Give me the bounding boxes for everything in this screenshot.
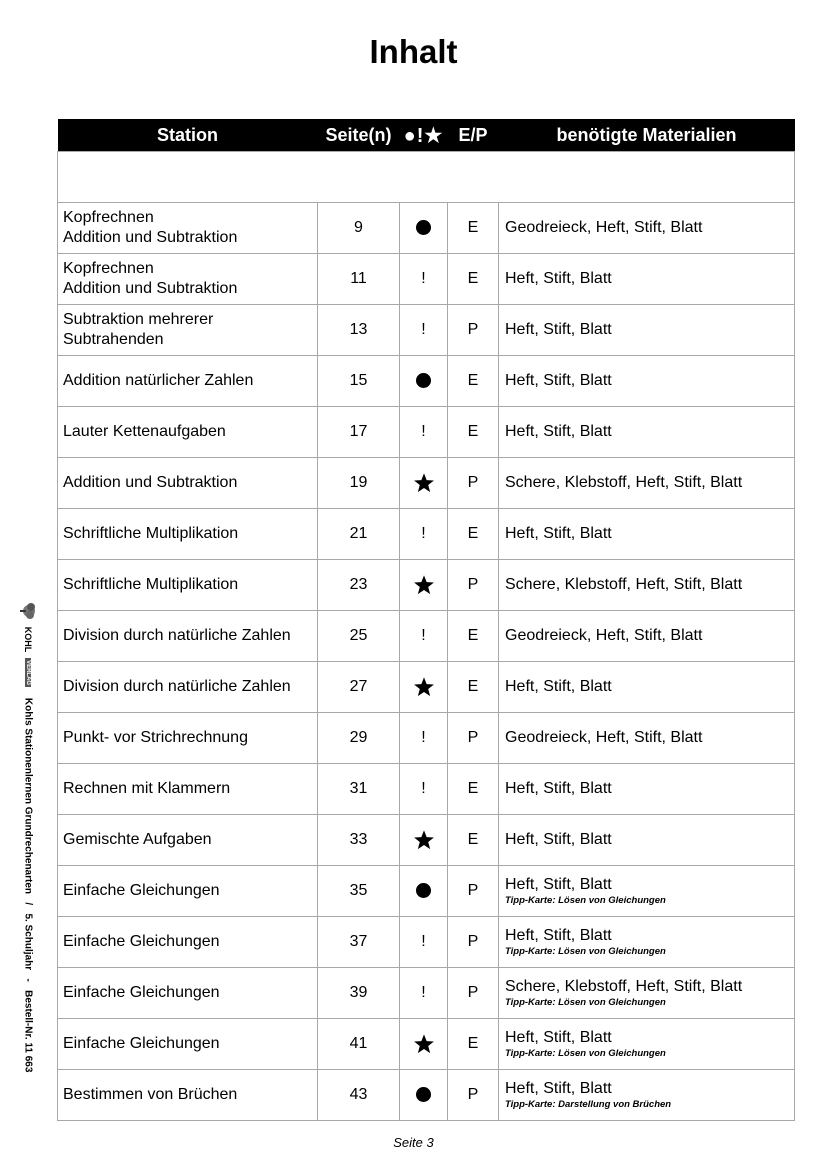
page-number: 29 bbox=[318, 713, 400, 764]
ep-cell: E bbox=[448, 764, 499, 815]
exclamation-icon: ! bbox=[421, 525, 426, 542]
materials-cell bbox=[499, 203, 795, 254]
ep-cell: P bbox=[448, 560, 499, 611]
table-row bbox=[58, 254, 795, 305]
exclamation-icon: ! bbox=[421, 321, 426, 338]
star-icon bbox=[413, 472, 435, 494]
materials-cell bbox=[499, 560, 795, 611]
ep-cell: P bbox=[448, 305, 499, 356]
tipp-note: Tipp-Karte: Darstellung von Brüchen bbox=[505, 1099, 672, 1110]
station-cell bbox=[58, 1019, 318, 1070]
page-number: 11 bbox=[318, 254, 400, 305]
table-row bbox=[58, 509, 795, 560]
symbol-cell bbox=[400, 356, 448, 407]
table-row bbox=[58, 815, 795, 866]
station-name: Punkt- vor Strichrechnung bbox=[63, 729, 248, 746]
materials-cell bbox=[499, 1019, 795, 1070]
star-icon bbox=[413, 829, 435, 851]
ep-cell: E bbox=[448, 1019, 499, 1070]
station-cell bbox=[58, 356, 318, 407]
ep-cell: E bbox=[448, 815, 499, 866]
materials-text: Heft, Stift, Blatt bbox=[505, 372, 612, 389]
page-number: 43 bbox=[318, 1070, 400, 1121]
station-name: Subtrahenden bbox=[63, 331, 164, 348]
materials-cell bbox=[499, 815, 795, 866]
page-number: 15 bbox=[318, 356, 400, 407]
page-number: 25 bbox=[318, 611, 400, 662]
contents-table bbox=[57, 119, 795, 1121]
header-symbols: ●!★ bbox=[400, 119, 448, 152]
header-station: Station bbox=[58, 119, 318, 152]
page-number: 21 bbox=[318, 509, 400, 560]
station-name: Rechnen mit Klammern bbox=[63, 780, 231, 797]
table-row bbox=[58, 662, 795, 713]
symbol-cell bbox=[400, 1019, 448, 1070]
sidebar-publisher bbox=[20, 598, 36, 1072]
page-number: 41 bbox=[318, 1019, 400, 1070]
materials-cell bbox=[499, 611, 795, 662]
station-cell bbox=[58, 305, 318, 356]
table-row bbox=[58, 1070, 795, 1121]
ep-cell: P bbox=[448, 917, 499, 968]
symbol-cell bbox=[400, 713, 448, 764]
station-cell bbox=[58, 1070, 318, 1121]
table-row bbox=[58, 968, 795, 1019]
exclamation-icon: ! bbox=[421, 780, 426, 797]
tipp-note: Tipp-Karte: Lösen von Gleichungen bbox=[505, 895, 666, 906]
station-cell bbox=[58, 764, 318, 815]
materials-text: Heft, Stift, Blatt bbox=[505, 876, 612, 893]
page-number: 17 bbox=[318, 407, 400, 458]
station-name: Einfache Gleichungen bbox=[63, 984, 220, 1001]
materials-cell bbox=[499, 509, 795, 560]
page-number: 35 bbox=[318, 866, 400, 917]
page-number: 39 bbox=[318, 968, 400, 1019]
table-row bbox=[58, 458, 795, 509]
symbol-cell bbox=[400, 203, 448, 254]
materials-cell bbox=[499, 866, 795, 917]
symbol-cell bbox=[400, 305, 448, 356]
ep-cell: E bbox=[448, 203, 499, 254]
table-row bbox=[58, 866, 795, 917]
table-row bbox=[58, 407, 795, 458]
station-name: Bestimmen von Brüchen bbox=[63, 1086, 238, 1103]
station-name: Kopfrechnen bbox=[63, 209, 154, 226]
station-cell bbox=[58, 560, 318, 611]
header-ep: E/P bbox=[448, 119, 499, 152]
ep-cell: P bbox=[448, 713, 499, 764]
table-row bbox=[58, 1019, 795, 1070]
ep-cell: P bbox=[448, 968, 499, 1019]
station-name: Gemischte Aufgaben bbox=[63, 831, 212, 848]
symbol-cell bbox=[400, 866, 448, 917]
materials-cell bbox=[499, 1070, 795, 1121]
tipp-note: Tipp-Karte: Lösen von Gleichungen bbox=[505, 946, 666, 957]
station-name: Addition natürlicher Zahlen bbox=[63, 372, 254, 389]
materials-text: Schere, Klebstoff, Heft, Stift, Blatt bbox=[505, 474, 743, 491]
materials-cell bbox=[499, 917, 795, 968]
materials-text: Heft, Stift, Blatt bbox=[505, 270, 612, 287]
station-cell bbox=[58, 866, 318, 917]
station-cell bbox=[58, 407, 318, 458]
station-name: Division durch natürliche Zahlen bbox=[63, 678, 291, 695]
station-name: Schriftliche Multiplikation bbox=[63, 576, 239, 593]
dot-icon bbox=[416, 373, 431, 388]
ep-cell: E bbox=[448, 254, 499, 305]
station-name: Einfache Gleichungen bbox=[63, 1035, 220, 1052]
station-name: Addition und Subtraktion bbox=[63, 474, 238, 491]
materials-text: Heft, Stift, Blatt bbox=[505, 525, 612, 542]
materials-cell bbox=[499, 407, 795, 458]
station-cell bbox=[58, 917, 318, 968]
ep-cell: E bbox=[448, 407, 499, 458]
station-cell bbox=[58, 203, 318, 254]
exclamation-icon: ! bbox=[421, 933, 426, 950]
materials-text: Schere, Klebstoff, Heft, Stift, Blatt bbox=[505, 576, 743, 593]
exclamation-icon: ! bbox=[421, 729, 426, 746]
ep-cell: E bbox=[448, 662, 499, 713]
station-name: Kopfrechnen bbox=[63, 260, 154, 277]
station-name: Addition und Subtraktion bbox=[63, 229, 238, 246]
station-name: Addition und Subtraktion bbox=[63, 280, 238, 297]
station-name: Subtraktion mehrerer bbox=[63, 311, 214, 328]
page-title: Inhalt bbox=[369, 33, 458, 70]
table-row bbox=[58, 203, 795, 254]
dot-icon bbox=[416, 220, 431, 235]
materials-cell bbox=[499, 662, 795, 713]
station-cell bbox=[58, 611, 318, 662]
materials-text: Heft, Stift, Blatt bbox=[505, 678, 612, 695]
materials-cell bbox=[499, 968, 795, 1019]
materials-cell bbox=[499, 305, 795, 356]
materials-text: Heft, Stift, Blatt bbox=[505, 1080, 612, 1097]
materials-text: Geodreieck, Heft, Stift, Blatt bbox=[505, 219, 703, 236]
page-number: 33 bbox=[318, 815, 400, 866]
tipp-note: Tipp-Karte: Lösen von Gleichungen bbox=[505, 1048, 666, 1059]
page-number: 27 bbox=[318, 662, 400, 713]
station-name: Schriftliche Multiplikation bbox=[63, 525, 239, 542]
materials-text: Heft, Stift, Blatt bbox=[505, 831, 612, 848]
station-cell bbox=[58, 254, 318, 305]
symbol-cell bbox=[400, 254, 448, 305]
materials-text: Heft, Stift, Blatt bbox=[505, 927, 612, 944]
materials-cell bbox=[499, 713, 795, 764]
materials-text: Heft, Stift, Blatt bbox=[505, 780, 612, 797]
ep-cell: P bbox=[448, 1070, 499, 1121]
materials-text: Heft, Stift, Blatt bbox=[505, 321, 612, 338]
symbol-cell bbox=[400, 509, 448, 560]
materials-cell bbox=[499, 764, 795, 815]
symbol-cell bbox=[400, 560, 448, 611]
ep-cell: P bbox=[448, 458, 499, 509]
table-row bbox=[58, 356, 795, 407]
materials-text: Heft, Stift, Blatt bbox=[505, 423, 612, 440]
logo-box: VERLAG bbox=[25, 660, 31, 686]
page-number: 23 bbox=[318, 560, 400, 611]
symbol-cell bbox=[400, 815, 448, 866]
table-header-row bbox=[58, 119, 795, 152]
station-cell bbox=[58, 713, 318, 764]
table-row bbox=[58, 713, 795, 764]
dot-icon bbox=[416, 1087, 431, 1102]
exclamation-icon: ! bbox=[421, 270, 426, 287]
dot-icon bbox=[416, 883, 431, 898]
station-name: Lauter Kettenaufgaben bbox=[63, 423, 226, 440]
star-icon bbox=[413, 1033, 435, 1055]
exclamation-icon: ! bbox=[421, 423, 426, 440]
station-name: Einfache Gleichungen bbox=[63, 933, 220, 950]
materials-text: Geodreieck, Heft, Stift, Blatt bbox=[505, 729, 703, 746]
symbol-cell bbox=[400, 458, 448, 509]
station-cell bbox=[58, 458, 318, 509]
exclamation-icon: ! bbox=[421, 627, 426, 644]
header-materials: benötigte Materialien bbox=[499, 119, 795, 152]
symbol-cell bbox=[400, 968, 448, 1019]
symbol-cell bbox=[400, 407, 448, 458]
symbol-cell bbox=[400, 611, 448, 662]
page-number: 31 bbox=[318, 764, 400, 815]
table-row bbox=[58, 764, 795, 815]
materials-text: Schere, Klebstoff, Heft, Stift, Blatt bbox=[505, 978, 743, 995]
symbol-cell bbox=[400, 1070, 448, 1121]
tipp-note: Tipp-Karte: Lösen von Gleichungen bbox=[505, 997, 666, 1008]
star-icon bbox=[413, 676, 435, 698]
table-row bbox=[58, 560, 795, 611]
materials-cell bbox=[499, 254, 795, 305]
page-number: 9 bbox=[318, 203, 400, 254]
table-row bbox=[58, 611, 795, 662]
materials-text: Geodreieck, Heft, Stift, Blatt bbox=[505, 627, 703, 644]
publisher-logo bbox=[20, 598, 36, 687]
station-cell bbox=[58, 509, 318, 560]
table-row bbox=[58, 917, 795, 968]
header-page: Seite(n) bbox=[318, 119, 400, 152]
page-number: 19 bbox=[318, 458, 400, 509]
station-cell bbox=[58, 662, 318, 713]
station-name: Einfache Gleichungen bbox=[63, 882, 220, 899]
station-cell bbox=[58, 968, 318, 1019]
page-number: 13 bbox=[318, 305, 400, 356]
materials-cell bbox=[499, 356, 795, 407]
symbol-cell bbox=[400, 662, 448, 713]
sidebar-text: Kohls Stationenlernen Grundrechenarten / 5. Schuljahr - Bestell-Nr. 11 663 bbox=[22, 697, 34, 1073]
table-body bbox=[58, 203, 795, 1121]
station-cell bbox=[58, 815, 318, 866]
page-footer: Seite 3 bbox=[393, 1135, 434, 1150]
symbol-cell bbox=[400, 764, 448, 815]
table-row bbox=[58, 305, 795, 356]
logo-text: KOHL bbox=[23, 626, 34, 653]
ep-cell: E bbox=[448, 356, 499, 407]
exclamation-icon: ! bbox=[421, 984, 426, 1001]
materials-text: Heft, Stift, Blatt bbox=[505, 1029, 612, 1046]
ep-cell: P bbox=[448, 866, 499, 917]
station-name: Division durch natürliche Zahlen bbox=[63, 627, 291, 644]
symbol-cell bbox=[400, 917, 448, 968]
ep-cell: E bbox=[448, 509, 499, 560]
tree-logo-icon bbox=[20, 598, 36, 624]
page-number: 37 bbox=[318, 917, 400, 968]
ep-cell: E bbox=[448, 611, 499, 662]
materials-cell bbox=[499, 458, 795, 509]
star-icon bbox=[413, 574, 435, 596]
